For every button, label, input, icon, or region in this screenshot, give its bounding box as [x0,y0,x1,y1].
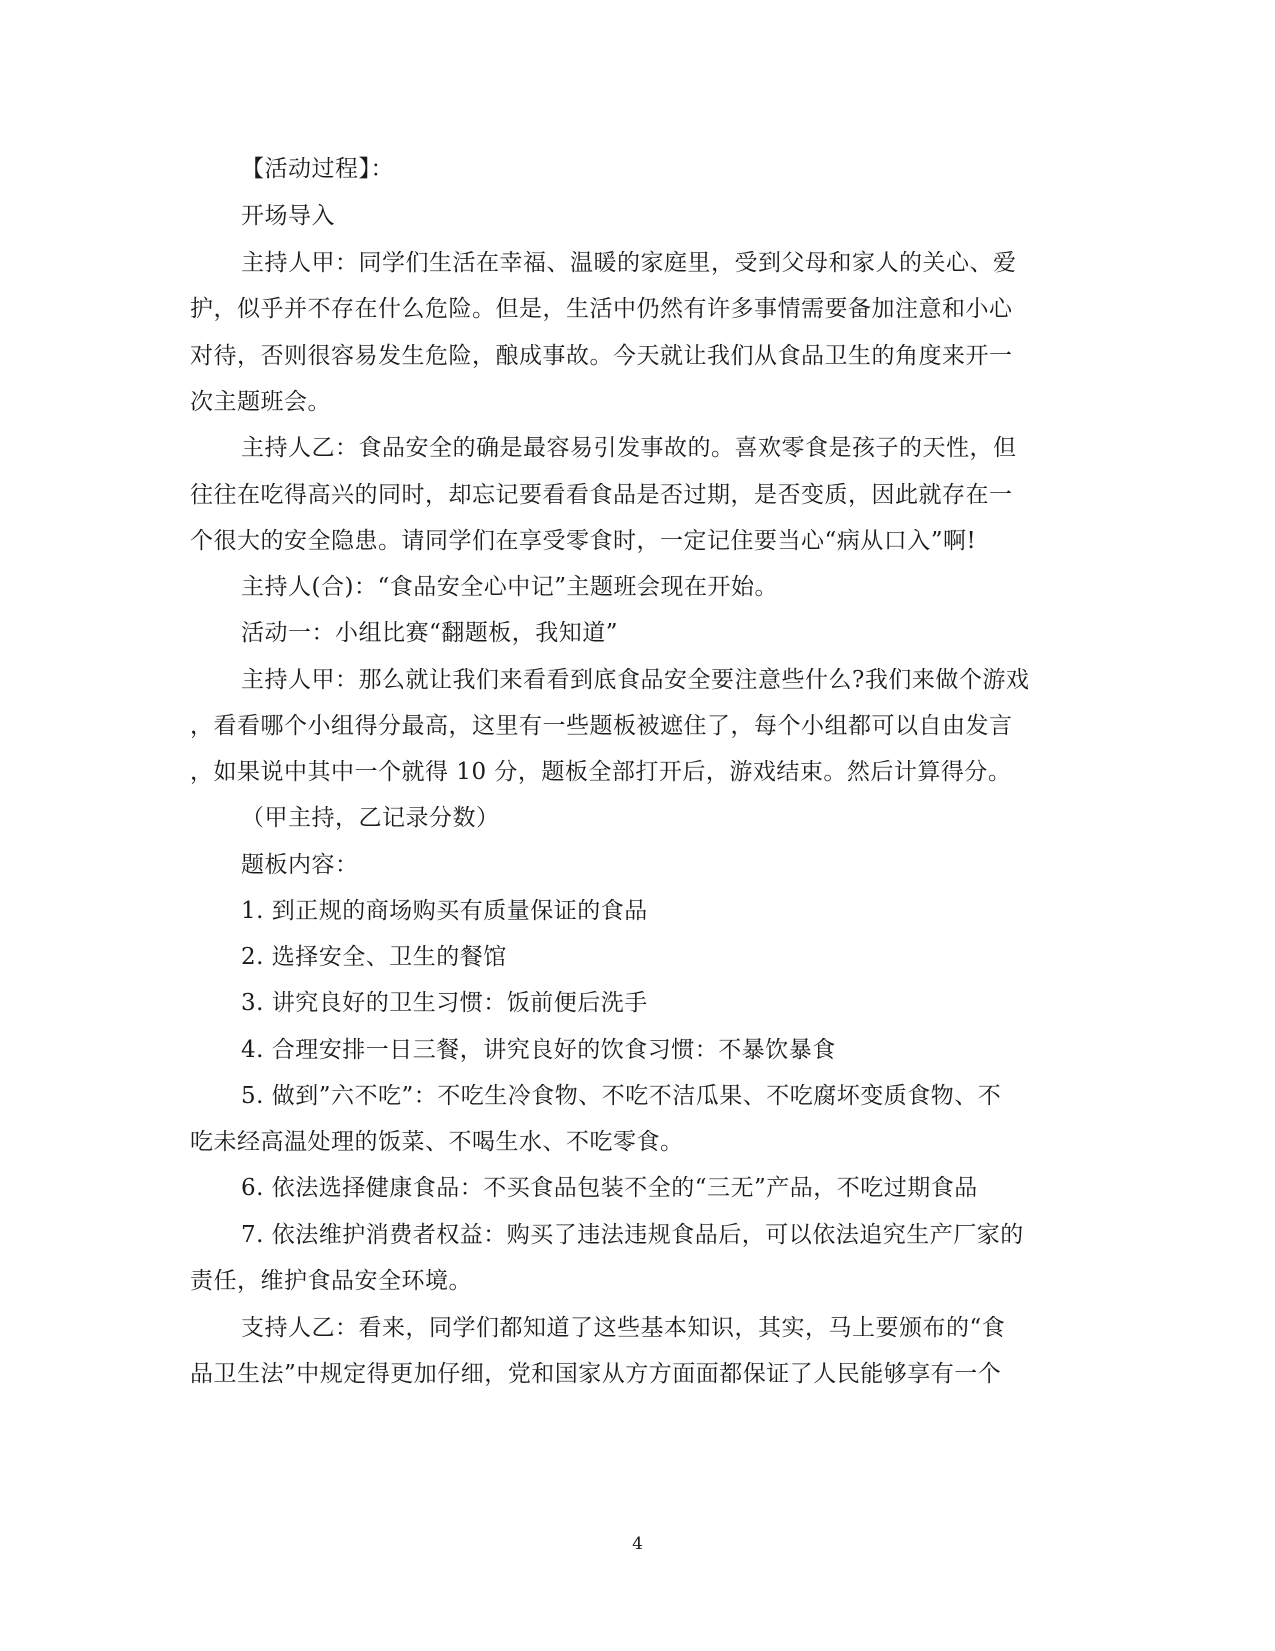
paragraph-line: 品卫生法”中规定得更加仔细，党和国家从方方面面都保证了人民能够享有一个 [190,1361,1002,1387]
paragraph-line: 往往在吃得高兴的同时，却忘记要看看食品是否过期，是否变质，因此就存在一 [190,482,1013,508]
list-item: 4. 合理安排一日三餐，讲究良好的饮食习惯：不暴饮暴食 [241,1037,836,1063]
subsection-heading: 开场导入 [241,203,335,229]
section-heading: 【活动过程】： [241,156,394,182]
paragraph-line: 主持人(合)：“食品安全心中记”主题班会现在开始。 [241,574,778,600]
paragraph-line: 对待，否则很容易发生危险，酿成事故。今天就让我们从食品卫生的角度来开一 [190,343,1013,369]
page-number: 4 [632,1534,643,1554]
paragraph-line: ，看看哪个小组得分最高，这里有一些题板被遮住了，每个小组都可以自由发言 [190,713,1013,739]
paragraph-line: 主持人甲：同学们生活在幸福、温暖的家庭里，受到父母和家人的关心、爱 [241,250,1017,276]
list-item: 2. 选择安全、卫生的餐馆 [241,944,507,970]
paragraph-line: （甲主持，乙记录分数） [241,805,500,831]
activity-heading: 活动一：小组比赛“翻题板，我知道” [241,620,619,646]
paragraph-line: 个很大的安全隐患。请同学们在享受零食时，一定记住要当心“病从口入”啊! [190,528,977,554]
list-item: 1. 到正规的商场购买有质量保证的食品 [241,898,648,924]
paragraph-line: 主持人乙：食品安全的确是最容易引发事故的。喜欢零食是孩子的天性，但 [241,435,1017,461]
paragraph-line: 次主题班会。 [190,389,331,415]
list-item-continuation: 吃未经高温处理的饭菜、不喝生水、不吃零食。 [190,1129,684,1155]
list-item: 3. 讲究良好的卫生习惯：饭前便后洗手 [241,990,648,1016]
list-heading: 题板内容： [241,852,359,878]
list-item: 5. 做到”六不吃”：不吃生冷食物、不吃不洁瓜果、不吃腐坏变质食物、不 [241,1083,1002,1109]
list-item-continuation: 责任，维护食品安全环境。 [190,1268,472,1294]
paragraph-line: 主持人甲：那么就让我们来看看到底食品安全要注意些什么?我们来做个游戏 [241,667,1030,693]
list-item: 7. 依法维护消费者权益：购买了违法违规食品后，可以依法追究生产厂家的 [241,1222,1024,1248]
paragraph-line: ，如果说中其中一个就得 10 分，题板全部打开后，游戏结束。然后计算得分。 [190,759,1012,785]
paragraph-line: 护，似乎并不存在什么危险。但是，生活中仍然有许多事情需要备加注意和小心 [190,296,1013,322]
paragraph-line: 支持人乙：看来，同学们都知道了这些基本知识，其实，马上要颁布的“食 [241,1315,1006,1341]
list-item: 6. 依法选择健康食品：不买食品包装不全的“三无”产品，不吃过期食品 [241,1175,978,1201]
